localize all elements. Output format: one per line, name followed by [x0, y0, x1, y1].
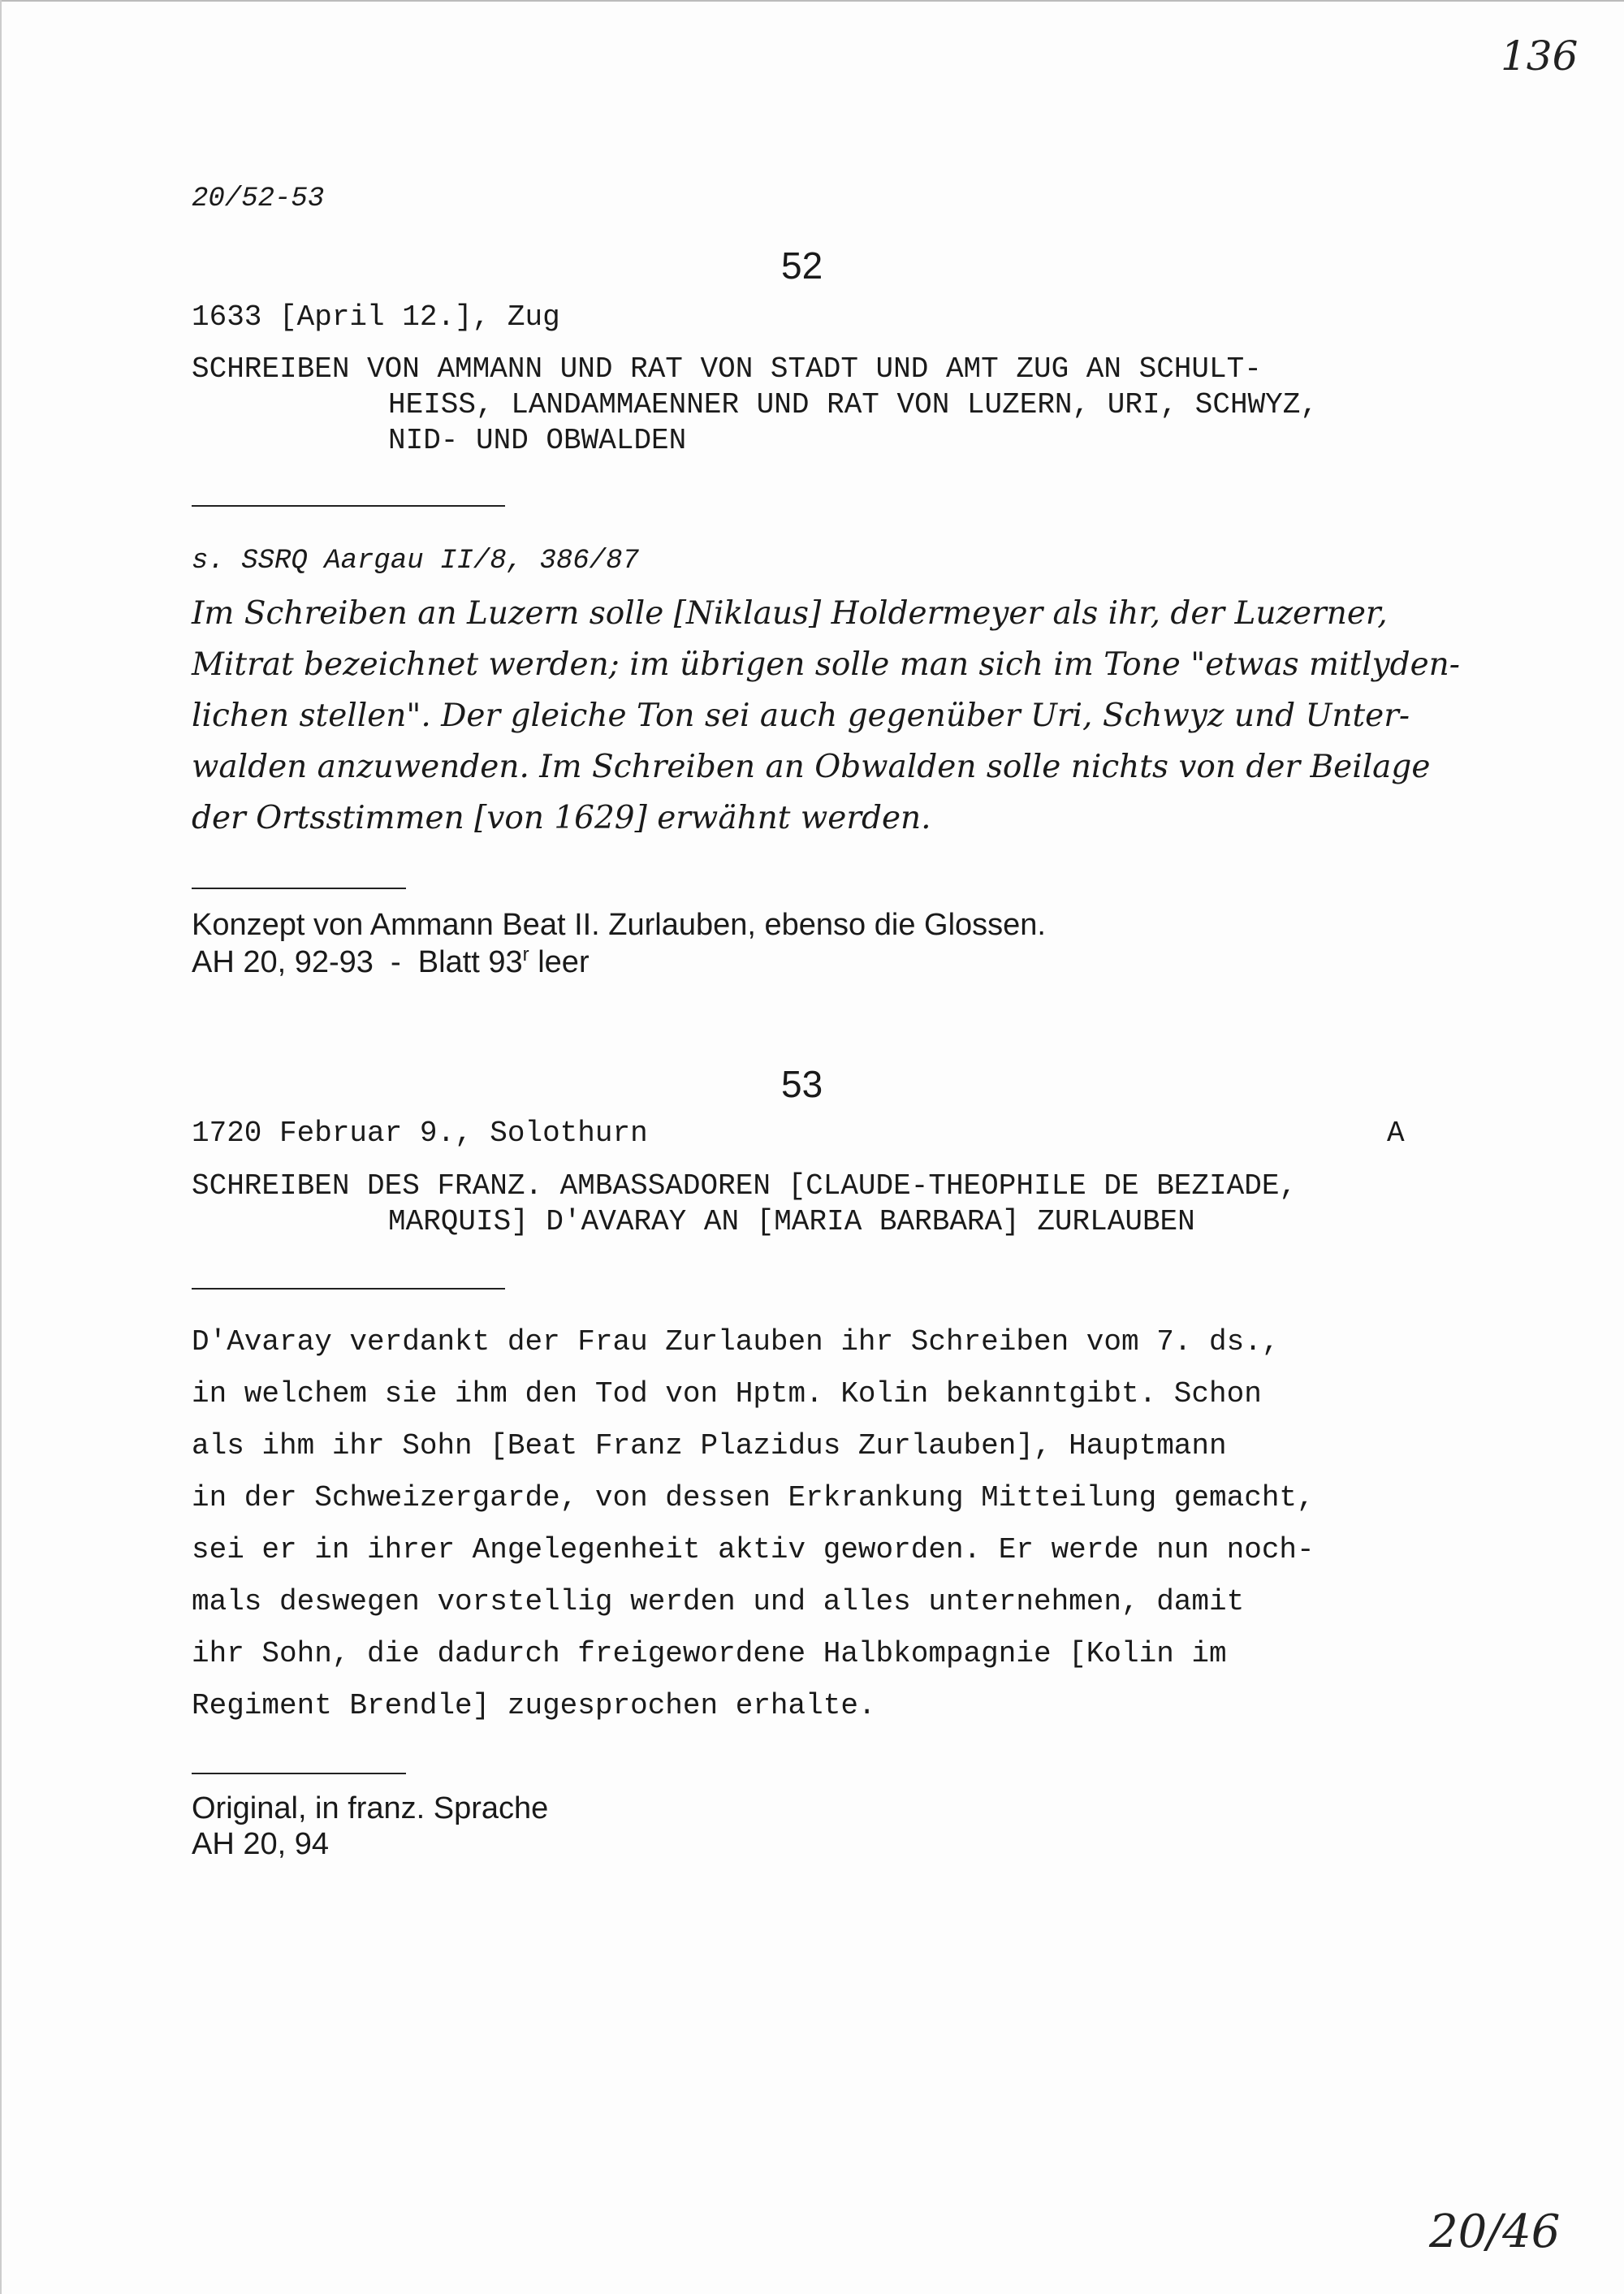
- entry-53-marker: A: [1387, 1117, 1405, 1150]
- entry-52-source-line-1: Konzept von Ammann Beat II. Zurlauben, ebenso die Glossen.: [192, 908, 1046, 942]
- entry-53-divider-1: [192, 1288, 505, 1290]
- entry-53-body-line-2: in welchem sie ihm den Tod von Hptm. Kolin bekanntgibt. Schon: [192, 1377, 1262, 1411]
- entry-52-title-line-3: NID- UND OBWALDEN: [388, 424, 687, 457]
- entry-52-title-line-2: HEISS, LANDAMMAENNER UND RAT VON LUZERN, URI, SCHWYZ,: [388, 388, 1318, 421]
- entry-52-source-line-2: [192, 944, 590, 980]
- entry-53-divider-2: [192, 1773, 406, 1774]
- entry-53-source-line-1: Original, in franz. Sprache: [192, 1791, 549, 1825]
- document-reference: 20/52-53: [192, 184, 325, 214]
- entry-52-divider-2: [192, 888, 406, 889]
- entry-52-number: 52: [781, 244, 823, 287]
- entry-52-source-text: AH 20, 92-93 - Blatt 93: [192, 945, 523, 979]
- entry-52-body-line-4: walden anzuwenden. Im Schreiben an Obwalden solle nichts von der Beilage: [192, 749, 1431, 785]
- entry-53-body-line-1: D'Avaray verdankt der Frau Zurlauben ihr Schreiben vom 7. ds.,: [192, 1325, 1280, 1359]
- entry-53-body-line-7: ihr Sohn, die dadurch freigewordene Halbkompagnie [Kolin im: [192, 1637, 1227, 1670]
- entry-52-body-line-1: Im Schreiben an Luzern solle [Niklaus] Holdermeyer als ihr, der Luzerner,: [192, 595, 1388, 632]
- folio-number: 136: [1501, 32, 1579, 80]
- entry-52-source-tail: leer: [529, 945, 590, 979]
- entry-52-body-line-5: der Ortsstimmen [von 1629] erwähnt werden.: [192, 800, 931, 836]
- entry-53-body-line-5: sei er in ihrer Angelegenheit aktiv geworden. Er werde nun noch-: [192, 1533, 1315, 1566]
- entry-52-body-line-2: Mitrat bezeichnet werden; im übrigen solle man sich im Tone "etwas mitlyden-: [192, 646, 1460, 683]
- entry-52-source-superscript: r: [522, 944, 529, 966]
- entry-53-title-line-1: SCHREIBEN DES FRANZ. AMBASSADOREN [CLAUDE-THEOPHILE DE BEZIADE,: [192, 1169, 1298, 1203]
- entry-53-body-line-6: mals deswegen vorstellig werden und alles unternehmen, damit: [192, 1585, 1245, 1618]
- entry-53-source-line-2: AH 20, 94: [192, 1827, 329, 1861]
- entry-52-date-place: 1633 [April 12.], Zug: [192, 300, 560, 334]
- entry-52-title-line-1: SCHREIBEN VON AMMANN UND RAT VON STADT UND AMT ZUG AN SCHULT-: [192, 352, 1262, 386]
- entry-53-title-line-2: MARQUIS] D'AVARAY AN [MARIA BARBARA] ZURLAUBEN: [388, 1205, 1195, 1238]
- entry-53-body-line-3: als ihm ihr Sohn [Beat Franz Plazidus Zurlauben], Hauptmann: [192, 1429, 1227, 1462]
- entry-52-divider-1: [192, 505, 505, 507]
- footer-archive-mark: 20/46: [1429, 2205, 1561, 2258]
- entry-53-number: 53: [781, 1063, 823, 1105]
- entry-52-citation: s. SSRQ Aargau II/8, 386/87: [192, 546, 639, 577]
- entry-52-body-line-3: lichen stellen". Der gleiche Ton sei auch gegenüber Uri, Schwyz und Unter-: [192, 698, 1410, 734]
- page-edge-left: [0, 0, 2, 2294]
- entry-53-date-place: 1720 Februar 9., Solothurn: [192, 1117, 648, 1150]
- page-edge-top: [0, 0, 1624, 2]
- entry-53-body-line-4: in der Schweizergarde, von dessen Erkrankung Mitteilung gemacht,: [192, 1481, 1315, 1514]
- entry-53-body-line-8: Regiment Brendle] zugesprochen erhalte.: [192, 1689, 876, 1722]
